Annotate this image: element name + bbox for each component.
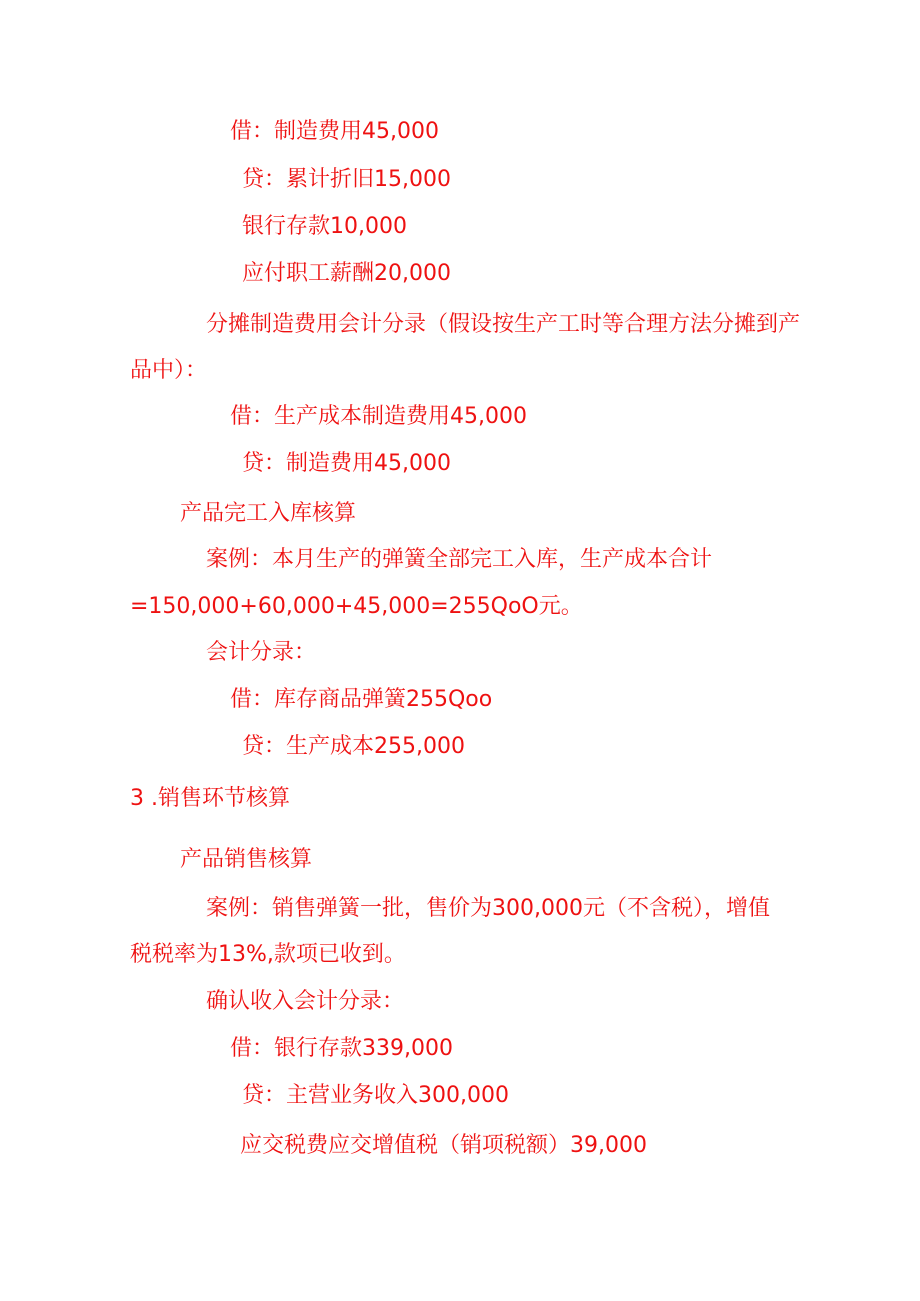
section-heading-completion: 产品完工入库核算	[180, 501, 357, 526]
credit-production-cost: 贷：生产成本255,000	[242, 734, 465, 759]
section-heading-sales: 3 .销售环节核算	[130, 786, 290, 811]
allocation-entry-text-cont: 品中）：	[130, 358, 208, 383]
debit-manufacturing-overhead: 借：制造费用45,000	[230, 119, 439, 144]
credit-bank-deposit: 银行存款10,000	[242, 214, 407, 239]
sales-case-text-cont: 税税率为13%,款项已收到。	[130, 942, 406, 967]
credit-manufacturing-overhead: 贷：制造费用45,000	[242, 451, 451, 476]
completion-case-text: 案例：本月生产的弹簧全部完工入库，生产成本合计	[206, 547, 713, 572]
allocation-entry-text: 分摊制造费用会计分录（假设按生产工时等合理方法分摊到产	[206, 312, 801, 337]
debit-inventory-springs: 借：库存商品弹簧255Qoo	[230, 687, 493, 712]
credit-main-business-revenue: 贷：主营业务收入300,000	[242, 1083, 509, 1108]
completion-entry-label: 会计分录：	[206, 640, 317, 665]
credit-vat-output-tax: 应交税费应交增值税（销项税额）39,000	[240, 1133, 647, 1158]
debit-bank-deposit: 借：银行存款339,000	[230, 1036, 453, 1061]
revenue-entry-label: 确认收入会计分录：	[206, 989, 405, 1014]
credit-payroll-payable: 应付职工薪酬20,000	[242, 261, 451, 286]
credit-accumulated-depreciation: 贷：累计折旧15,000	[242, 167, 451, 192]
debit-production-cost: 借：生产成本制造费用45,000	[230, 404, 527, 429]
completion-case-formula: =150,000+60,000+45,000=255QoO元。	[130, 594, 583, 619]
subsection-heading-sales: 产品销售核算	[180, 847, 313, 872]
sales-case-text: 案例：销售弹簧一批，售价为300,000元（不含税），增值	[206, 896, 770, 921]
